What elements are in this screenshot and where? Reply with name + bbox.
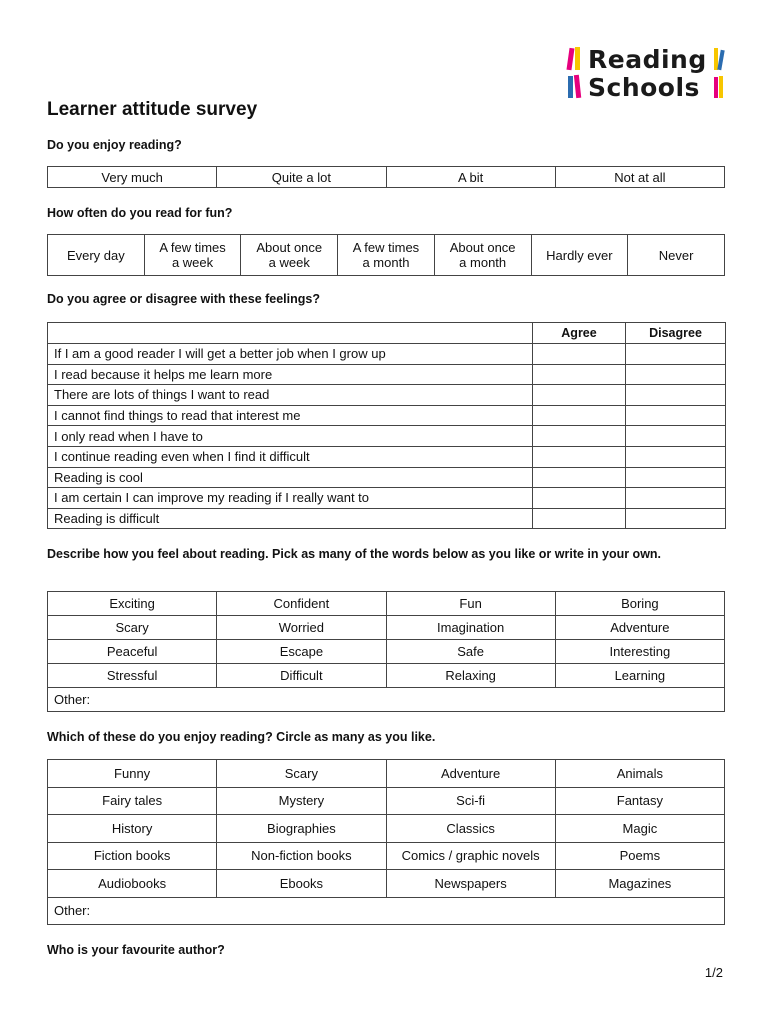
statement: Reading is difficult (48, 508, 533, 529)
genre-cell[interactable]: Fantasy (555, 787, 724, 815)
option-cell[interactable] (338, 235, 435, 276)
table-row (48, 467, 726, 488)
header-cell (48, 323, 533, 344)
page-title: Learner attitude survey (47, 99, 258, 120)
statement: I read because it helps me learn more (48, 364, 533, 385)
statement: I am certain I can improve my reading if I really want to (48, 488, 533, 509)
table-row (48, 344, 726, 365)
question-describe-feelings: Describe how you feel about reading. Pick as many of the words below as you like or write in your own. (47, 547, 662, 561)
word-cell[interactable]: Safe (386, 640, 555, 664)
disagree-cell[interactable] (626, 405, 726, 426)
word-cell[interactable]: Scary (48, 616, 217, 640)
question-enjoy-genres: Which of these do you enjoy reading? Circle as many as you like. (47, 730, 436, 744)
agree-cell[interactable] (533, 488, 626, 509)
word-cell[interactable]: Boring (555, 592, 724, 616)
genre-cell[interactable]: Magic (555, 815, 724, 843)
statement: Reading is cool (48, 467, 533, 488)
genre-cell[interactable]: Mystery (217, 787, 386, 815)
option-cell[interactable]: Quite a lot (217, 167, 386, 188)
question-feelings: Do you agree or disagree with these feelings? (47, 292, 320, 306)
table-row (48, 385, 726, 406)
option-line: A few times (352, 240, 420, 255)
genre-cell[interactable]: Fairy tales (48, 787, 217, 815)
books-logo-icon-right (712, 44, 726, 100)
option-line: About once (256, 240, 323, 255)
enjoy-reading-table (47, 166, 725, 188)
statement: I only read when I have to (48, 426, 533, 447)
header-agree: Agree (533, 323, 626, 344)
question-enjoy-reading: Do you enjoy reading? (47, 138, 182, 152)
option-cell[interactable] (48, 235, 145, 276)
table-row (48, 446, 726, 467)
logo-text-reading: Reading (588, 45, 707, 74)
table-row (48, 897, 725, 925)
genre-cell[interactable]: Ebooks (217, 870, 386, 898)
genre-cell[interactable]: Non-fiction books (217, 842, 386, 870)
option-line: a month (459, 255, 507, 270)
option-cell[interactable] (628, 235, 725, 276)
option-cell[interactable]: Very much (48, 167, 217, 188)
genre-cell[interactable]: Magazines (555, 870, 724, 898)
genre-cell[interactable]: Classics (386, 815, 555, 843)
word-cell[interactable]: Interesting (555, 640, 724, 664)
word-cell[interactable]: Confident (217, 592, 386, 616)
disagree-cell[interactable] (626, 344, 726, 365)
option-line: A few times (159, 240, 226, 255)
agree-cell[interactable] (533, 364, 626, 385)
genre-cell[interactable]: Adventure (386, 760, 555, 788)
genre-cell[interactable]: Biographies (217, 815, 386, 843)
statement: There are lots of things I want to read (48, 385, 533, 406)
agree-cell[interactable] (533, 405, 626, 426)
disagree-cell[interactable] (626, 385, 726, 406)
option-line: Never (658, 247, 694, 263)
table-row (48, 616, 725, 640)
word-cell[interactable]: Exciting (48, 592, 217, 616)
table-row (48, 640, 725, 664)
disagree-cell[interactable] (626, 508, 726, 529)
genre-cell[interactable]: Sci-fi (386, 787, 555, 815)
word-cell[interactable]: Difficult (217, 664, 386, 688)
feeling-words-table (47, 591, 725, 712)
disagree-cell[interactable] (626, 467, 726, 488)
word-cell[interactable]: Peaceful (48, 640, 217, 664)
option-line: About once (449, 240, 516, 255)
table-row (48, 508, 726, 529)
option-line: a month (362, 255, 410, 270)
agree-cell[interactable] (533, 426, 626, 447)
page-number: 1/2 (704, 965, 723, 980)
disagree-cell[interactable] (626, 426, 726, 447)
table-row (48, 688, 725, 712)
word-cell[interactable]: Stressful (48, 664, 217, 688)
books-logo-icon (566, 44, 588, 100)
statement: I continue reading even when I find it difficult (48, 446, 533, 467)
word-cell[interactable]: Escape (217, 640, 386, 664)
option-cell[interactable]: Not at all (555, 167, 724, 188)
option-cell[interactable] (531, 235, 628, 276)
genre-cell[interactable]: Animals (555, 760, 724, 788)
agree-cell[interactable] (533, 344, 626, 365)
logo-text-schools: Schools (588, 73, 700, 102)
genre-cell[interactable]: Scary (217, 760, 386, 788)
word-cell[interactable]: Fun (386, 592, 555, 616)
statement: If I am a good reader I will get a better job when I grow up (48, 344, 533, 365)
header-disagree: Disagree (626, 323, 726, 344)
option-cell[interactable]: A bit (386, 167, 555, 188)
disagree-cell[interactable] (626, 488, 726, 509)
genre-cell[interactable]: Newspapers (386, 870, 555, 898)
option-line: a week (268, 255, 310, 270)
word-cell[interactable]: Adventure (555, 616, 724, 640)
genre-cell[interactable]: Comics / graphic novels (386, 842, 555, 870)
disagree-cell[interactable] (626, 446, 726, 467)
genres-table (47, 759, 725, 925)
option-line: Hardly ever (546, 247, 613, 263)
genre-cell[interactable]: Funny (48, 760, 217, 788)
agree-cell[interactable] (533, 508, 626, 529)
statement: I cannot find things to read that interest me (48, 405, 533, 426)
table-row (48, 664, 725, 688)
genre-cell[interactable]: Audiobooks (48, 870, 217, 898)
reading-schools-logo (566, 44, 726, 100)
question-favourite-author: Who is your favourite author? (47, 943, 225, 957)
read-frequency-table (47, 234, 725, 276)
word-cell[interactable]: Learning (555, 664, 724, 688)
option-line: Every day (66, 247, 125, 263)
disagree-cell[interactable] (626, 364, 726, 385)
genre-cell[interactable]: Poems (555, 842, 724, 870)
table-row (48, 815, 725, 843)
table-row (48, 405, 726, 426)
agree-cell[interactable] (533, 385, 626, 406)
table-row (48, 870, 725, 898)
agree-cell[interactable] (533, 446, 626, 467)
table-row (48, 760, 725, 788)
feelings-table (47, 322, 726, 529)
option-cell[interactable] (241, 235, 338, 276)
table-row (48, 364, 726, 385)
question-read-for-fun: How often do you read for fun? (47, 206, 233, 220)
option-line: a week (171, 255, 214, 270)
table-row (48, 426, 726, 447)
table-row (48, 235, 725, 276)
word-cell[interactable]: Worried (217, 616, 386, 640)
table-row (48, 787, 725, 815)
word-cell[interactable]: Imagination (386, 616, 555, 640)
genre-cell[interactable]: History (48, 815, 217, 843)
table-header-row (48, 323, 726, 344)
option-cell[interactable] (434, 235, 531, 276)
genre-cell[interactable]: Fiction books (48, 842, 217, 870)
agree-cell[interactable] (533, 467, 626, 488)
table-row (48, 167, 725, 188)
other-genres-field[interactable]: Other: (48, 897, 725, 925)
option-cell[interactable] (144, 235, 241, 276)
table-row (48, 488, 726, 509)
table-row (48, 842, 725, 870)
table-row (48, 592, 725, 616)
other-words-field[interactable]: Other: (48, 688, 725, 712)
word-cell[interactable]: Relaxing (386, 664, 555, 688)
